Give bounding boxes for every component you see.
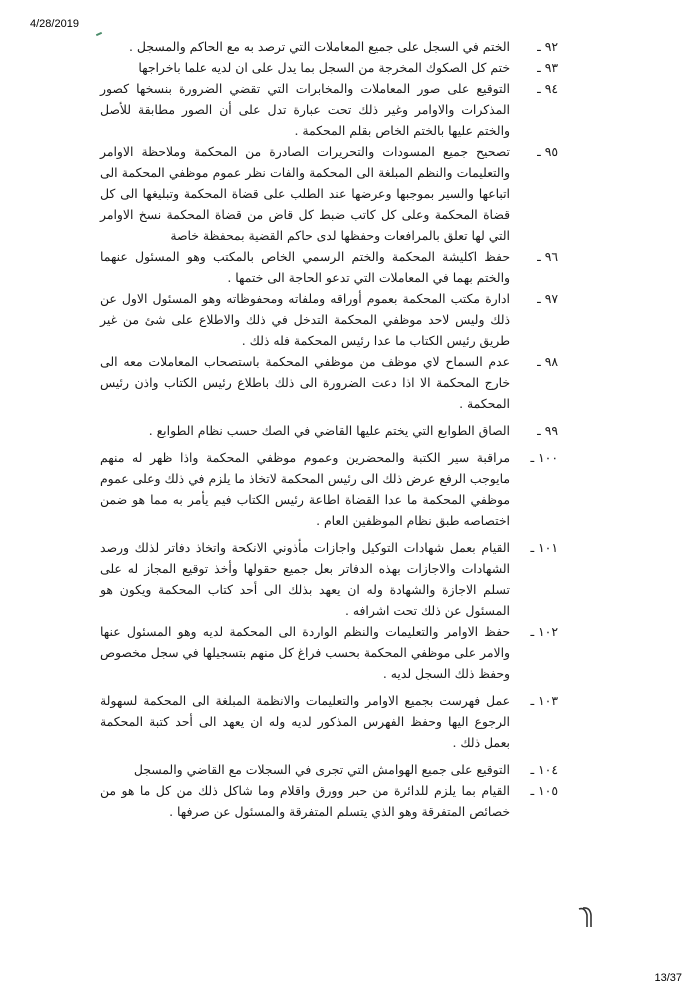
clause-number: ٩٢ ـ bbox=[537, 39, 558, 54]
clause-text: عمل فهرست بجميع الاوامر والتعليمات والانظمة المبلغة الى المحكمة لسهولة الرجوع اليها وحفظ الفهرس المذكور لديه وله ان يعهد الى أحد كتبة المحكمة بعمل ذلك . bbox=[100, 693, 510, 750]
clause-number: ٩٤ ـ bbox=[537, 81, 558, 96]
clause-text: عدم السماح لاي موظف من موظفي المحكمة باستصحاب المعاملات معه الى خارج المحكمة الا اذا دعت الضرورة الى ذلك باطلاع رئيس الكتاب واذن رئيس المحكمة . bbox=[100, 354, 510, 411]
scan-mark bbox=[575, 905, 597, 929]
clause-99 bbox=[100, 420, 558, 441]
clause-95 bbox=[100, 141, 558, 246]
clause-text: ختم كل الصكوك المخرجة من السجل بما يدل على ان لديه علما باخراجها bbox=[138, 60, 510, 75]
clause-text: حفظ اكليشة المحكمة والختم الرسمي الخاص بالمكتب وهو المسئول عنهما والختم بهما في المعاملات التي تدعو الحاجة الى ختمها . bbox=[100, 249, 510, 285]
clause-text: مراقبة سير الكتبة والمحضرين وعموم موظفي المحكمة واذا ظهر له منهم مايوجب الرفع عرض ذلك الى رئيس المحكمة لاتخاذ ما يلزم في ذلك وعلى عموم موظفي المحكمة ما عدا القضاة اطاعة رئيس الكتاب فيم يأمر به مما هو ضمن اختصاصه طبق نظام الموظفين العام . bbox=[100, 450, 510, 528]
clause-93 bbox=[100, 57, 558, 78]
clause-text: تصحيح جميع المسودات والتحريرات الصادرة من المحكمة وملاحظة الاوامر والتعليمات والنظم المبلغة الى المحكمة والفات نظر عموم موظفي المحكمة الى اتباعها والسير بموجبها وعرضها عند الطلب على قضاة المحكمة وتبليغها الى كل قضاة المحكمة وعلى كل كاتب ضبط كل قاض من قضاة المحكمة نسخ الاوامر التي لها تعلق بالمرافعات وحفظها لدى حاكم القضية بمحفظة خاصة bbox=[100, 144, 510, 243]
clause-104 bbox=[100, 759, 558, 780]
clause-number: ١٠٤ ـ bbox=[530, 762, 558, 777]
clause-text: القيام بما يلزم للدائرة من حبر وورق واقلام وما شاكل ذلك من كل ما هو من خصائص المتفرقة وهو الذي يتسلم المتفرقة والمسئول عن صرفها . bbox=[100, 783, 510, 819]
clause-97 bbox=[100, 288, 558, 351]
document-body bbox=[100, 36, 558, 822]
print-date: 4/28/2019 bbox=[30, 18, 79, 30]
clause-103 bbox=[100, 690, 558, 753]
clause-text: الختم في السجل على جميع المعاملات التي ترصد به مع الحاكم والمسجل . bbox=[129, 39, 510, 54]
clause-number: ١٠١ ـ bbox=[530, 540, 558, 555]
clause-100 bbox=[100, 447, 558, 531]
clause-number: ٩٣ ـ bbox=[537, 60, 558, 75]
clause-number: ٩٥ ـ bbox=[537, 144, 558, 159]
clause-98 bbox=[100, 351, 558, 414]
clause-96 bbox=[100, 246, 558, 288]
clause-number: ٩٦ ـ bbox=[537, 249, 558, 264]
clause-92 bbox=[100, 36, 558, 57]
clause-number: ٩٨ ـ bbox=[537, 354, 558, 369]
clause-text: الصاق الطوابع التي يختم عليها القاضي في الصك حسب نظام الطوابع . bbox=[148, 423, 510, 438]
clause-text: ادارة مكتب المحكمة بعموم أوراقه وملفاته ومحفوظاته وهو المسئول الاول عن ذلك وليس لاحد موظفي المحكمة التدخل في ذلك والاطلاع على شئ من غير طريق رئيس الكتاب ما عدا رئيس المحكمة فله ذلك . bbox=[100, 291, 510, 348]
clause-105 bbox=[100, 780, 558, 822]
clause-text: التوقيع على جميع الهوامش التي تجرى في السجلات مع القاضي والمسجل bbox=[133, 762, 510, 777]
clause-text: التوقيع على صور المعاملات والمخابرات التي تقضي الضرورة بنسخها كصور المذكرات والاوامر وغير ذلك تحت عبارة تدل على أن الصور مطابقة للأصل والختم عليها بالختم الخاص بقلم المحكمة . bbox=[100, 81, 510, 138]
clause-number: ٩٧ ـ bbox=[537, 291, 558, 306]
clause-number: ١٠٢ ـ bbox=[530, 624, 558, 639]
clause-number: ٩٩ ـ bbox=[537, 423, 558, 438]
clause-94 bbox=[100, 78, 558, 141]
clause-text: حفظ الاوامر والتعليمات والنظم الواردة الى المحكمة لديه وهو المسئول عنها والامر على موظفي المحكمة بحسب فراغ كل منهم بتسجيلها في سجل مخصوص وحفظ ذلك السجل لديه . bbox=[100, 624, 510, 681]
page-number: 13/37 bbox=[654, 972, 682, 984]
clause-number: ١٠٣ ـ bbox=[530, 693, 558, 708]
clause-101 bbox=[100, 537, 558, 621]
clause-number: ١٠٠ ـ bbox=[530, 450, 558, 465]
clause-number: ١٠٥ ـ bbox=[530, 783, 558, 798]
clause-text: القيام بعمل شهادات التوكيل واجازات مأذوني الانكحة واتخاذ دفاتر لذلك ورصد الشهادات والاجازات بهذه الدفاتر بعل جميع حقولها وأخذ توقيع المجاز له على تسلم الاجازة والشهادة وله ان يعهد بذلك الى أحد كتاب المحكمة ويكون هو المسئول عن ذلك تحت اشرافه . bbox=[100, 540, 510, 618]
clause-102 bbox=[100, 621, 558, 684]
